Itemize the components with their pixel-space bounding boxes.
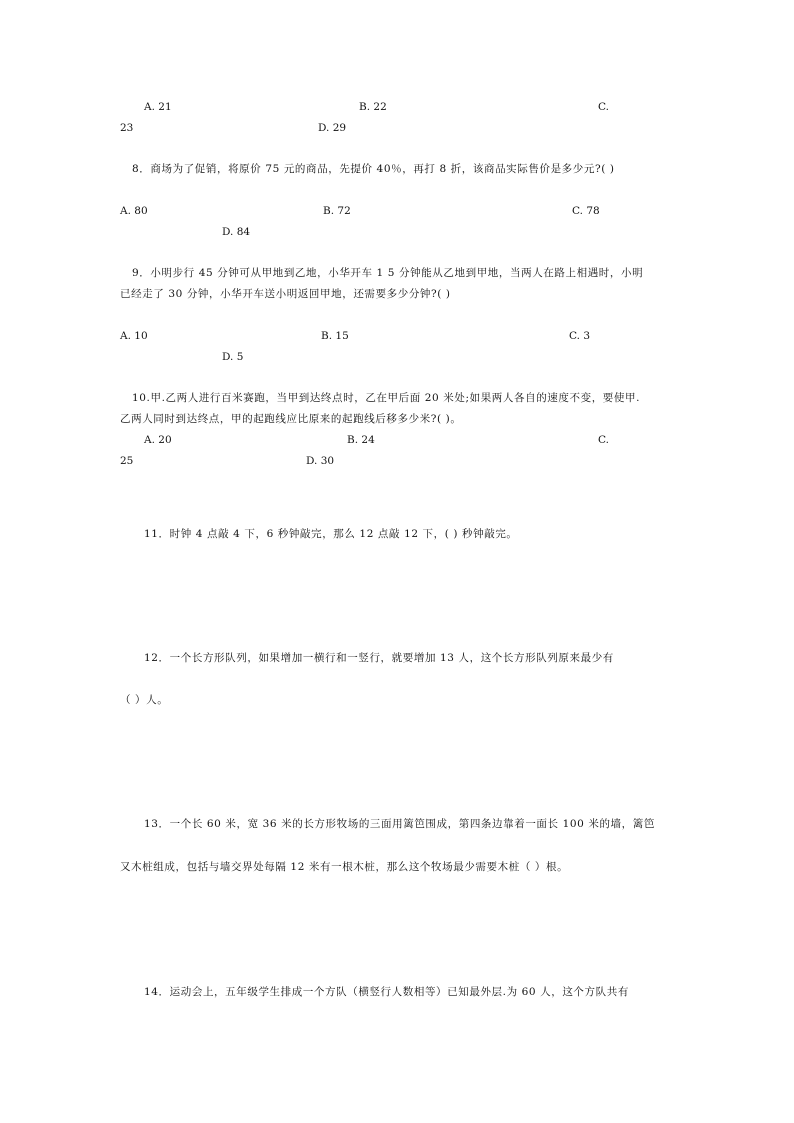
q9-question-line2: 已经走了 30 分钟，小华开车送小明返回甲地，还需要多少分钟?( ) bbox=[120, 288, 451, 300]
q10-option-c: C. bbox=[598, 434, 609, 446]
q13-question-line2: 又木桩组成，包括与墙交界处每隔 12 米有一根木桩，那么这个牧场最少需要木桩（ ）根。 bbox=[120, 861, 569, 873]
q9-option-a: A. 10 bbox=[120, 330, 148, 342]
q10-question-line2: 乙两人同时到达终点，甲的起跑线应比原来的起跑线后移多少米?( )。 bbox=[120, 413, 462, 425]
q8-option-a: A. 80 bbox=[120, 205, 148, 217]
q10-option-d: D. 30 bbox=[306, 455, 335, 467]
q10-option-c-value: 25 bbox=[120, 455, 134, 467]
q8-option-b: B. 72 bbox=[323, 205, 351, 217]
q12-question-line1: 12．一个长方形队列，如果增加一横行和一竖行，就要增加 13 人，这个长方形队列原来最少有 bbox=[144, 652, 614, 664]
q13-question-line1: 13．一个长 60 米，宽 36 米的长方形牧场的三面用篱笆围成，第四条边靠着一面长 100 米的墙，篱笆 bbox=[144, 818, 655, 830]
q14-question-line1: 14．运动会上，五年级学生排成一个方队（横竖行人数相等）已知最外层.为 60 人，这个方队共有 bbox=[144, 986, 629, 998]
q8-question-text: 8．商场为了促销，将原价 75 元的商品，先提价 40％，再打 8 折，该商品实际售价是多少元?( ) bbox=[132, 163, 615, 175]
q9-option-d: D. 5 bbox=[222, 351, 244, 363]
q7-option-b: B. 22 bbox=[359, 101, 387, 113]
q10-option-a: A. 20 bbox=[144, 434, 172, 446]
q7-option-d: D. 29 bbox=[318, 122, 347, 134]
q10-question-line1: 10.甲.乙两人进行百米赛跑，当甲到达终点时，乙在甲后面 20 米处;如果两人各自的速度不变，要使甲. bbox=[132, 392, 641, 404]
q10-option-b: B. 24 bbox=[347, 434, 375, 446]
q11-question-text: 11．时钟 4 点敲 4 下，6 秒钟敲完，那么 12 点敲 12 下，( ) 秒钟敲完。 bbox=[144, 528, 518, 540]
q7-option-c-value: 23 bbox=[120, 122, 134, 134]
q8-option-c: C. 78 bbox=[572, 205, 600, 217]
q9-option-b: B. 15 bbox=[321, 330, 349, 342]
q9-question-line1: 9．小明步行 45 分钟可从甲地到乙地，小华开车 1 5 分钟能从乙地到甲地，当两人在路上相遇时，小明 bbox=[132, 267, 644, 279]
q7-option-c: C. bbox=[598, 101, 609, 113]
q7-option-a: A. 21 bbox=[144, 101, 172, 113]
q12-question-line2: （ ）人。 bbox=[120, 694, 169, 706]
q8-option-d: D. 84 bbox=[222, 226, 251, 238]
q9-option-c: C. 3 bbox=[569, 330, 591, 342]
